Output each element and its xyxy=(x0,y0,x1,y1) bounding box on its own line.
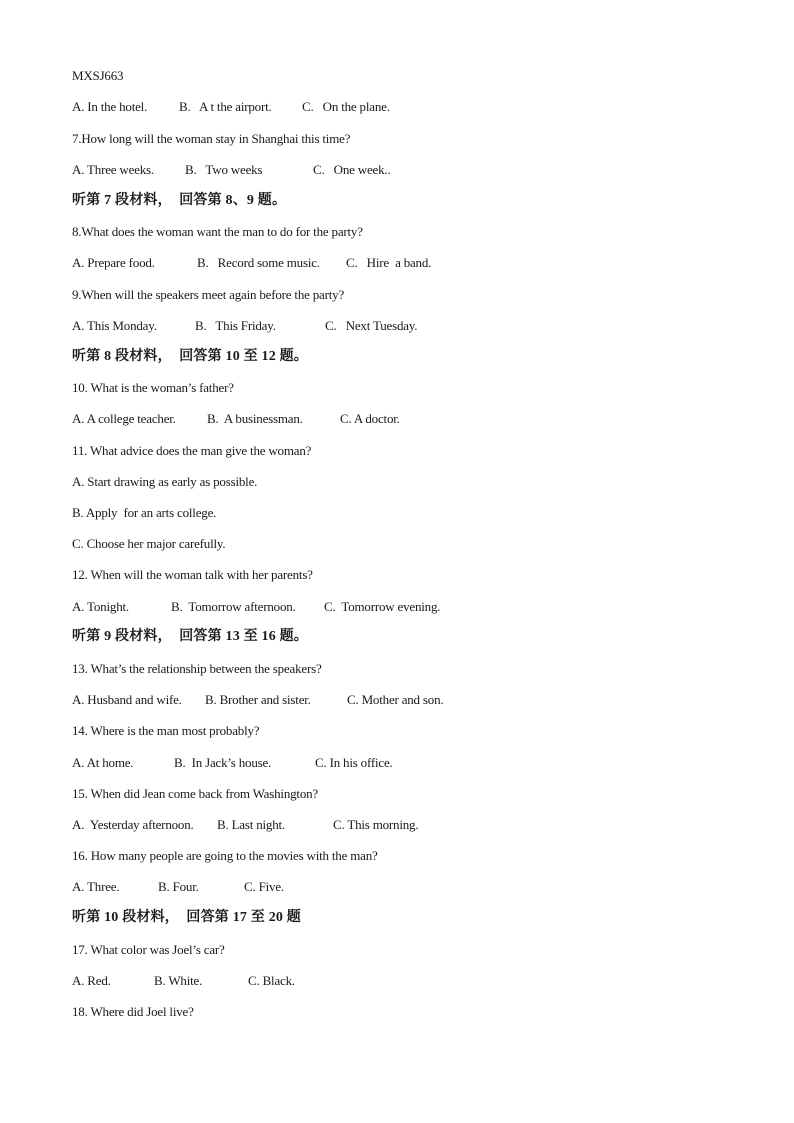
option-c: C. Choose her major carefully. xyxy=(72,536,226,551)
option-b: B. Four. xyxy=(158,879,199,894)
section-heading-9: 听第 9 段材料， 回答第 13 至 16 题。 xyxy=(72,629,308,644)
option-a: A. At home. xyxy=(72,755,134,770)
section-heading-7: 听第 7 段材料， 回答第 8、9 题。 xyxy=(72,193,287,208)
section-heading-10: 听第 10 段材料， 回答第 17 至 20 题 xyxy=(72,910,301,925)
option-b: B. Brother and sister. xyxy=(205,692,311,707)
question-14: 14. Where is the man most probably? xyxy=(72,723,260,738)
question-9: 9.When will the speakers meet again before the party? xyxy=(72,287,345,302)
document-id: MXSJ663 xyxy=(72,68,124,83)
section-heading-8: 听第 8 段材料， 回答第 10 至 12 题。 xyxy=(72,349,308,364)
option-a: A. Three. xyxy=(72,879,120,894)
question-15: 15. When did Jean come back from Washington? xyxy=(72,786,318,801)
question-8: 8.What does the woman want the man to do for the party? xyxy=(72,224,363,239)
option-c: C. In his office. xyxy=(315,755,393,770)
option-c: C. A doctor. xyxy=(340,411,400,426)
question-7: 7.How long will the woman stay in Shanghai this time? xyxy=(72,131,351,146)
option-a: A. A college teacher. xyxy=(72,411,176,426)
option-c: C. Next Tuesday. xyxy=(325,318,418,333)
option-c: C. This morning. xyxy=(333,817,419,832)
option-c: C. One week.. xyxy=(313,162,391,177)
option-c: C. On the plane. xyxy=(302,99,390,114)
question-13: 13. What’s the relationship between the speakers? xyxy=(72,661,322,676)
option-c: C. Black. xyxy=(248,973,295,988)
option-a: A. Three weeks. xyxy=(72,162,154,177)
option-a: A. Husband and wife. xyxy=(72,692,182,707)
question-17: 17. What color was Joel’s car? xyxy=(72,942,225,957)
question-11: 11. What advice does the man give the woman? xyxy=(72,443,312,458)
option-b: B. Apply for an arts college. xyxy=(72,505,217,520)
option-c: C. Hire a band. xyxy=(346,255,432,270)
option-a: A. Prepare food. xyxy=(72,255,155,270)
question-18: 18. Where did Joel live? xyxy=(72,1004,194,1019)
option-b: B. Last night. xyxy=(217,817,285,832)
option-a: A. This Monday. xyxy=(72,318,157,333)
option-b: B. A t the airport. xyxy=(179,99,272,114)
question-10: 10. What is the woman’s father? xyxy=(72,380,234,395)
option-b: B. White. xyxy=(154,973,203,988)
option-b: B. A businessman. xyxy=(207,411,303,426)
option-a: A. Tonight. xyxy=(72,599,129,614)
option-a: A. Start drawing as early as possible. xyxy=(72,474,258,489)
option-b: B. Two weeks xyxy=(185,162,263,177)
question-12: 12. When will the woman talk with her parents? xyxy=(72,567,313,582)
option-c: C. Mother and son. xyxy=(347,692,444,707)
option-a: A. In the hotel. xyxy=(72,99,148,114)
option-b: B. This Friday. xyxy=(195,318,276,333)
option-b: B. Tomorrow afternoon. xyxy=(171,599,296,614)
option-b: B. Record some music. xyxy=(197,255,320,270)
option-c: C. Five. xyxy=(244,879,284,894)
option-c: C. Tomorrow evening. xyxy=(324,599,441,614)
option-a: A. Red. xyxy=(72,973,111,988)
question-16: 16. How many people are going to the movies with the man? xyxy=(72,848,378,863)
option-b: B. In Jack’s house. xyxy=(174,755,272,770)
option-a: A. Yesterday afternoon. xyxy=(72,817,194,832)
